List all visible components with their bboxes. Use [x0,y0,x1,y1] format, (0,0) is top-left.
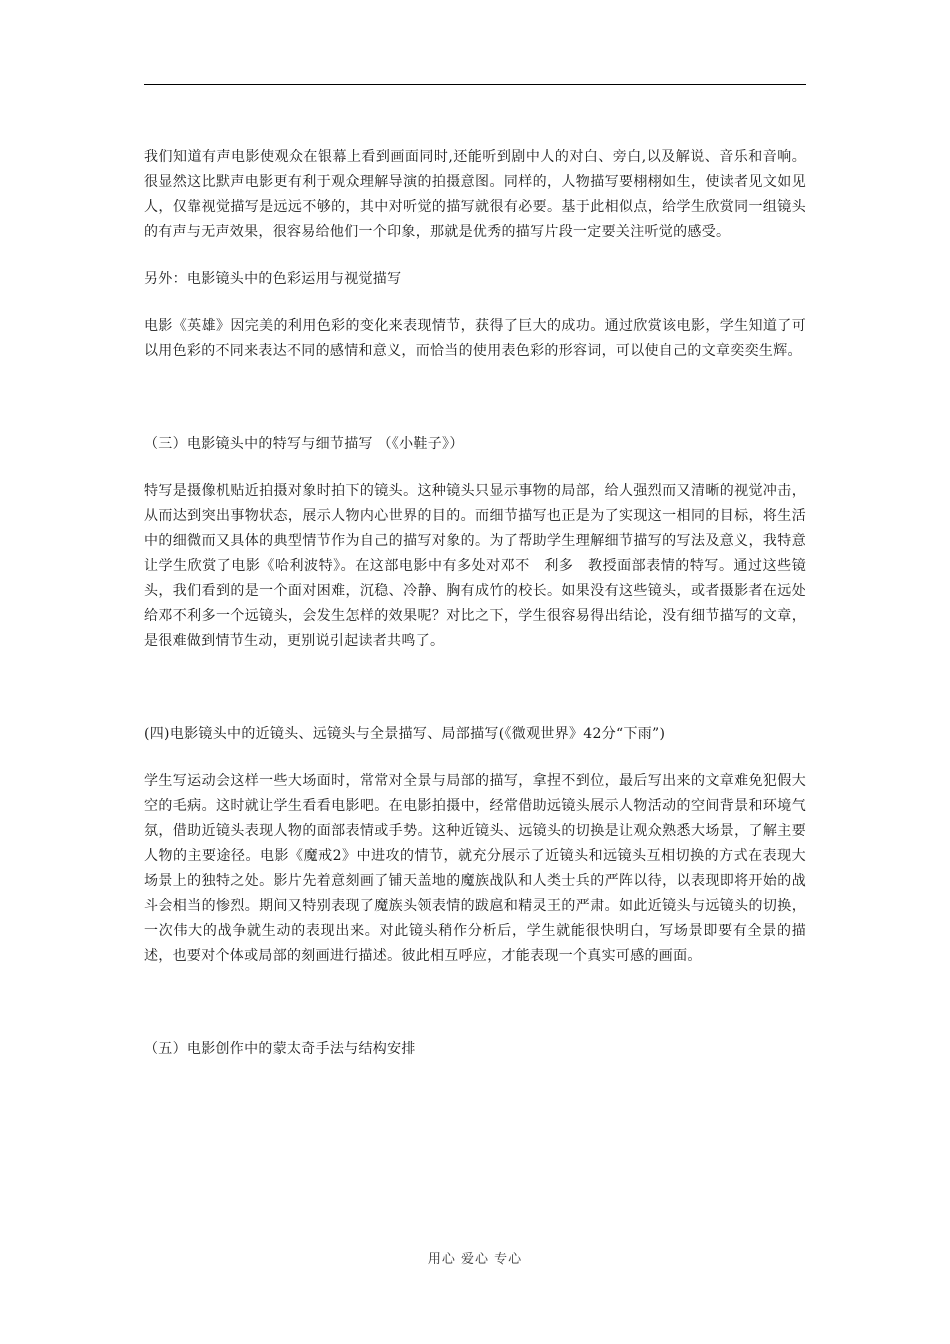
document-body [144,145,806,1062]
heading-section-5: （五）电影创作中的蒙太奇手法与结构安排 [144,1041,416,1057]
paragraph-shots: 学生写运动会这样一些大场面时，常常对全景与局部的描写，拿捏不到位，最后写出来的文章难免犯假大空的毛病。这时就让学生看看电影吧。在电影拍摄中，经常借助远镜头展示人物活动的空间背景和环境气氛，借助近镜头表现人物的面部表情或手势。这种近镜头、远镜头的切换是让观众熟悉大场景，了解主要人物的主要途径。电影《魔戒2》中进攻的情节，就充分展示了近镜头和远镜头互相切换的方式在表现大场景上的独特之处。影片先着意刻画了铺天盖地的魔族战队和人类士兵的严阵以待，以表现即将开始的战斗会相当的惨烈。期间又特别表现了魔族头领表情的跋扈和精灵王的严肃。如此近镜头与远镜头的切换，一次伟大的战争就生动的表现出来。对此镜头稍作分析后，学生就能很快明白，写场景即要有全景的描述，也要对个体或局部的刻画进行描述。彼此相互呼应，才能表现一个真实可感的画面。 [144,773,806,964]
header-rule [144,84,806,85]
paragraph-sound: 我们知道有声电影使观众在银幕上看到画面同时,还能听到剧中人的对白、旁白,以及解说、音乐和音响。很显然这比默声电影更有利于观众理解导演的拍摄意图。同样的，人物描写要栩栩如生，使读者见文如见人，仅靠视觉描写是远远不够的，其中对听觉的描写就很有必要。基于此相似点，给学生欣赏同一组镜头的有声与无声效果，很容易给他们一个印象，那就是优秀的描写片段一定要关注听觉的感受。 [144,149,806,240]
paragraph-closeup: 特写是摄像机贴近拍摄对象时拍下的镜头。这种镜头只显示事物的局部，给人强烈而又清晰的视觉冲击，从而达到突出事物状态，展示人物内心世界的目的。而细节描写也正是为了实现这一相同的目标，将生活中的细微而又具体的典型情节作为自己的描写对象的。为了帮助学生理解细节描写的写法及意义，我特意让学生欣赏了电影《哈利波特》。在这部电影中有多处对邓不 利多 教授面部表情的特写。通过这些镜头，我们看到的是一个面对困难，沉稳、冷静、胸有成竹的校长。如果没有这些镜头，或者摄影者在远处给邓不利多一个远镜头，会发生怎样的效果呢？对比之下，学生很容易得出结论，没有细节描写的文章，是很难做到情节生动，更别说引起读者共鸣了。 [144,483,806,649]
page-footer: 用心 爱心 专心 [427,1252,523,1267]
paragraph-hero: 电影《英雄》因完美的利用色彩的变化来表现情节，获得了巨大的成功。通过欣赏该电影，学生知道了可以用色彩的不同来表达不同的感情和意义，而恰当的使用表色彩的形容词，可以使自己的文章奕奕生辉。 [144,318,806,359]
heading-section-3: （三）电影镜头中的特写与细节描写 （《小鞋子》） [144,436,464,452]
heading-section-4: (四)电影镜头中的近镜头、远镜头与全景描写、局部描写(《微观世界》42分“下雨”) [144,726,666,742]
heading-color: 另外：电影镜头中的色彩运用与视觉描写 [144,271,402,287]
